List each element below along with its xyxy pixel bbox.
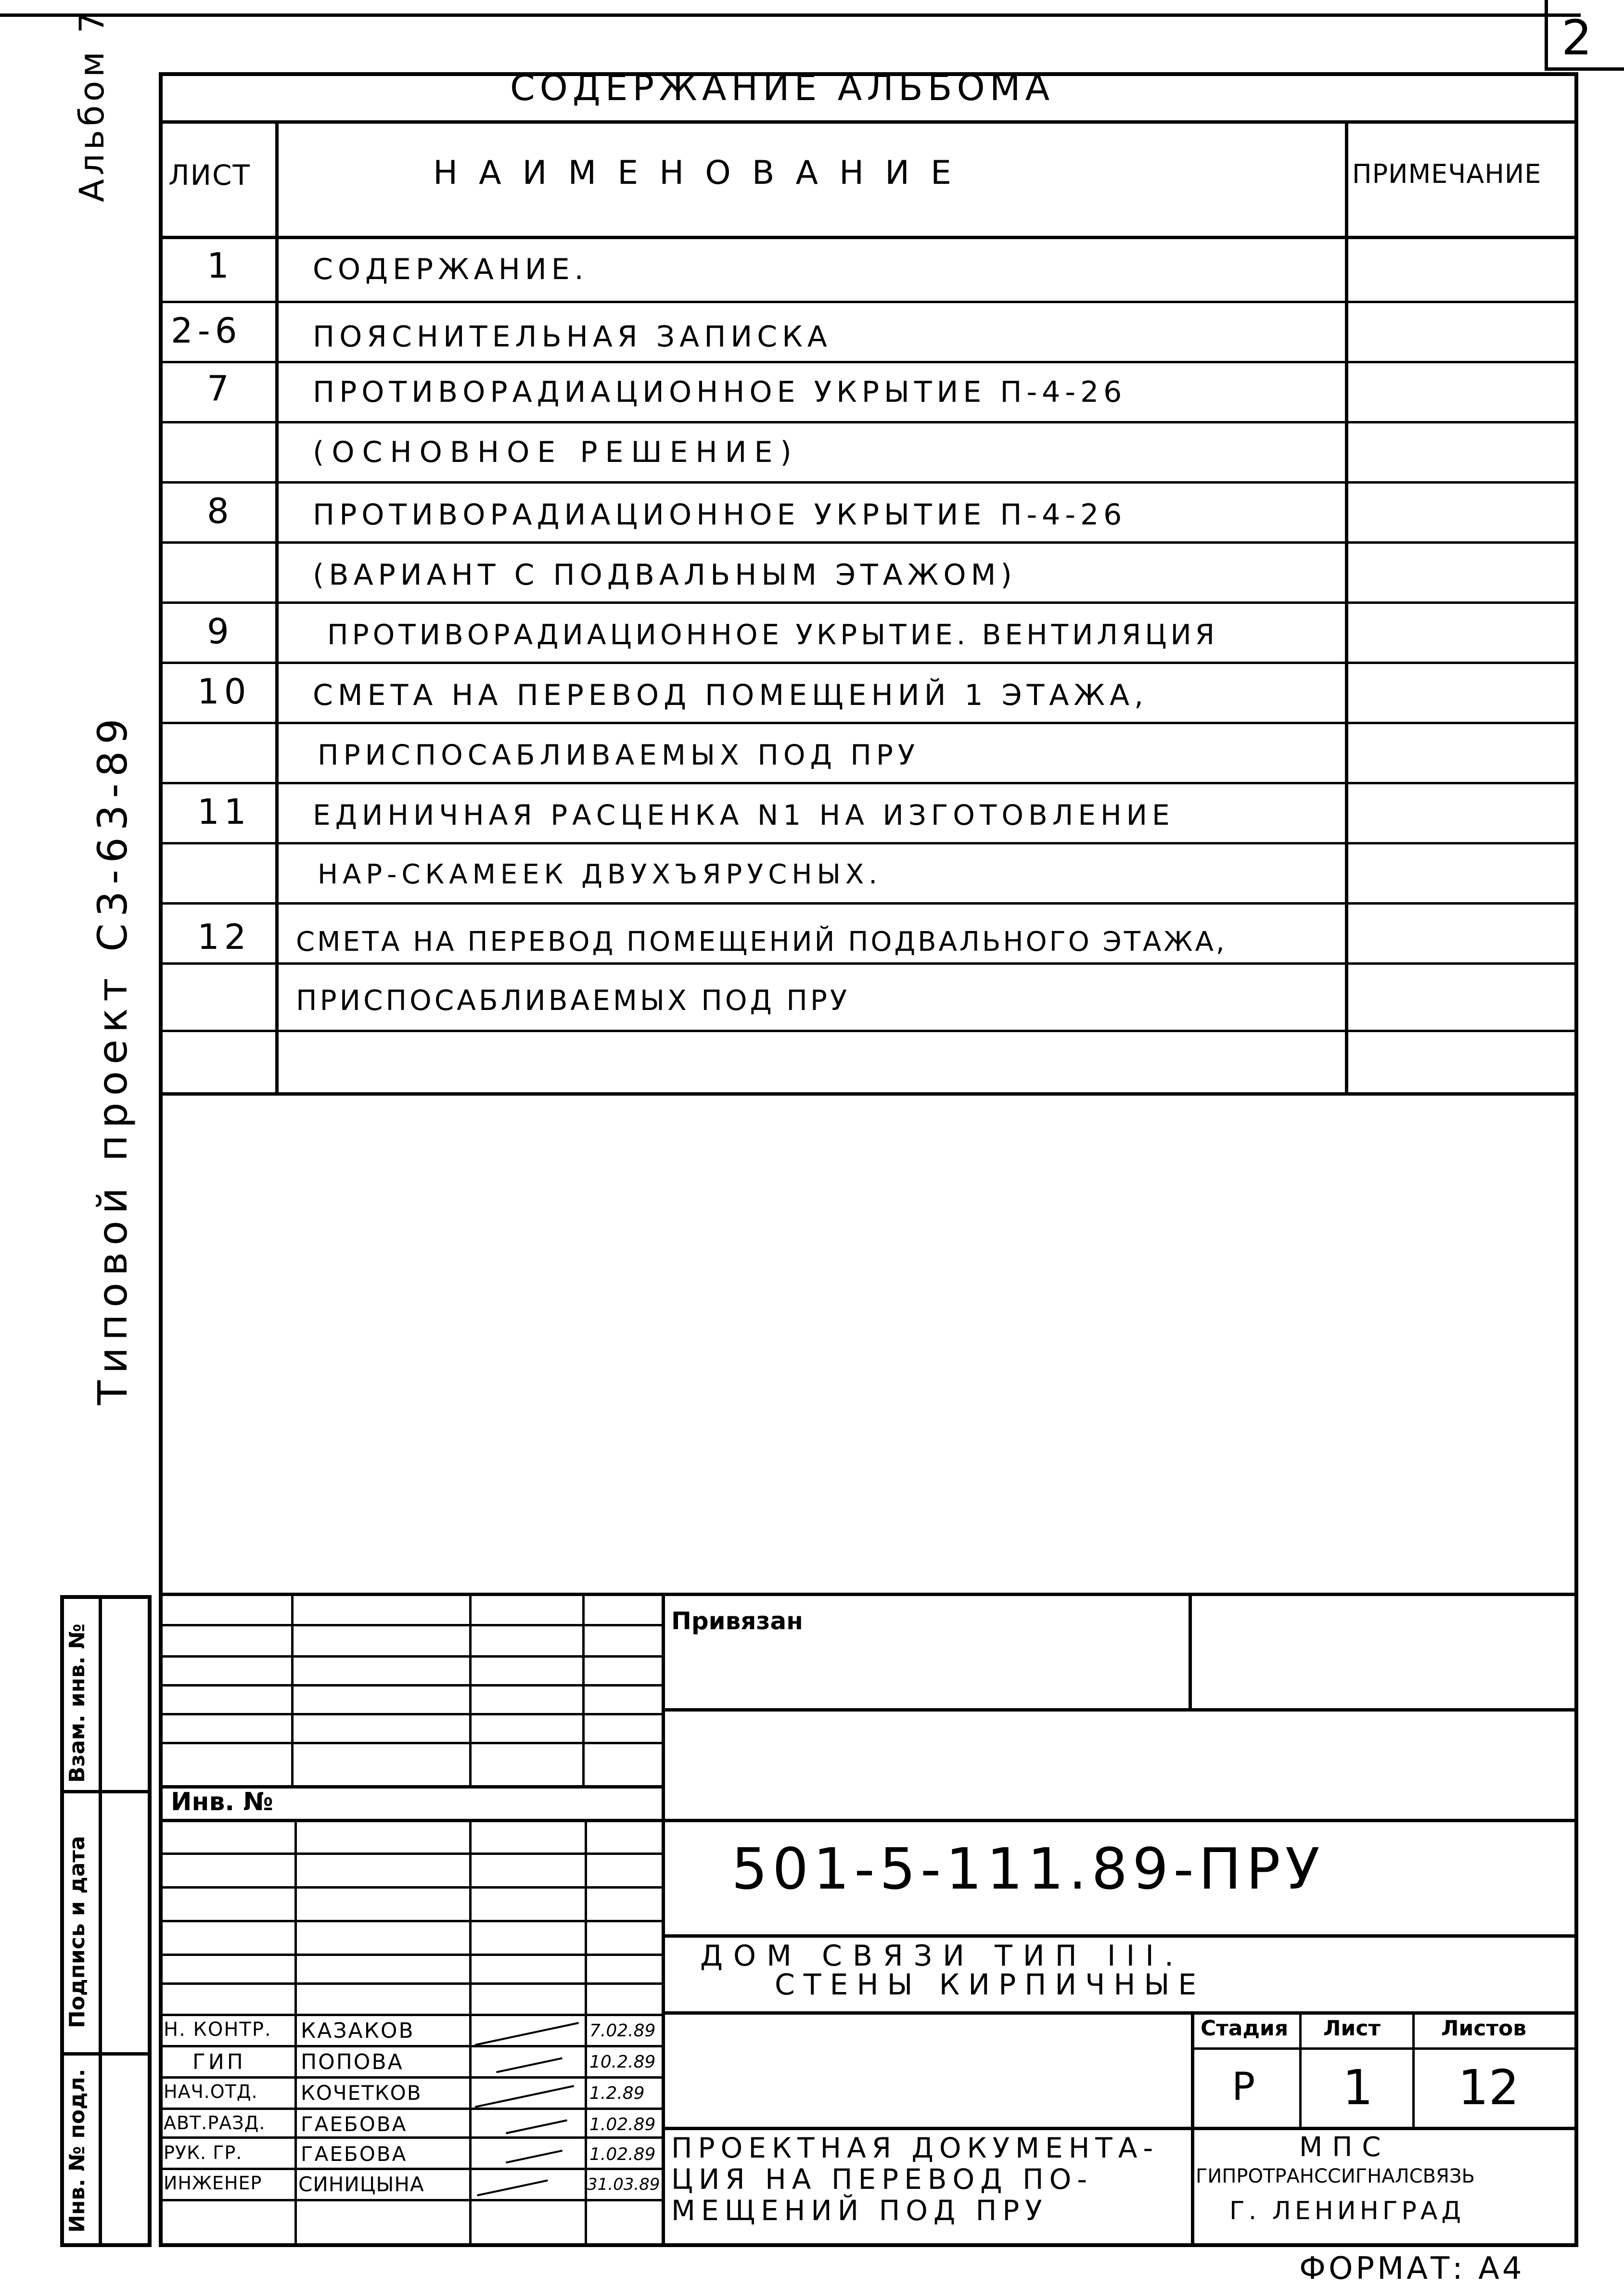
- sheets-divider: [1412, 2011, 1415, 2127]
- privyazan-rule: [662, 1708, 1578, 1712]
- row-name: СМЕТА НА ПЕРЕВОД ПОМЕЩЕНИЙ 1 ЭТАЖА,: [313, 678, 1149, 712]
- person-role: Н. КОНТР.: [164, 2019, 272, 2041]
- row-sheet: 8: [207, 491, 234, 531]
- row-rule: [159, 902, 1578, 905]
- grid-rule: [159, 1684, 664, 1687]
- grid-rule: [159, 1655, 664, 1658]
- object-title-line2: СТЕНЫ КИРПИЧНЫЕ: [775, 1968, 1205, 2002]
- stage-label: Стадия: [1201, 2016, 1289, 2041]
- row-name: ПРОТИВОРАДИАЦИОННОЕ УКРЫТИЕ П-4-26: [313, 498, 1127, 532]
- doc-title-line1: ПРОЕКТНАЯ ДОКУМЕНТА-: [671, 2132, 1159, 2164]
- vzam-inv-label: Взам. инв. №: [65, 1623, 90, 1783]
- person-role: НАЧ.ОТД.: [164, 2081, 258, 2102]
- row-name: (ВАРИАНТ С ПОДВАЛЬНЫМ ЭТАЖОМ): [313, 558, 1017, 592]
- grid-rule: [159, 2045, 664, 2047]
- sheet-top-border: [0, 13, 1581, 17]
- grid-col: [294, 1819, 297, 2247]
- person-name: ПОПОВА: [301, 2050, 404, 2074]
- row-sheet: 12: [197, 917, 251, 957]
- person-role: ИНЖЕНЕР: [164, 2172, 262, 2194]
- row-name: СМЕТА НА ПЕРЕВОД ПОМЕЩЕНИЙ ПОДВАЛЬНОГО ЭТАЖА,: [296, 926, 1227, 958]
- grid-rule: [159, 1853, 664, 1855]
- grid-rule: [159, 2136, 664, 2139]
- left-strip-rule: [60, 2052, 152, 2056]
- sheet-label: Лист: [1323, 2016, 1381, 2041]
- row-name: НАР-СКАМЕЕК ДВУХЪЯРУСНЫХ.: [318, 859, 882, 890]
- person-role: РУК. ГР.: [164, 2142, 243, 2163]
- row-rule: [159, 1030, 1578, 1032]
- row-name: ПРИСПОСАБЛИВАЕМЫХ ПОД ПРУ: [318, 739, 920, 771]
- document-code: 501-5-111.89-ПРУ: [731, 1836, 1325, 1902]
- person-name: СИНИЦЫНА: [298, 2172, 424, 2196]
- inv-podl-label: Инв. № подл.: [65, 2069, 90, 2233]
- row-rule: [159, 722, 1578, 724]
- grid-rule: [159, 2108, 664, 2110]
- stage-bottom-rule: [662, 2127, 1578, 2130]
- format-label: ФОРМАТ: А4: [1299, 2251, 1525, 2287]
- grid-rule: [159, 1624, 664, 1626]
- row-rule: [159, 361, 1578, 363]
- row-rule: [159, 601, 1578, 604]
- sheet-value: 1: [1343, 2059, 1373, 2116]
- contents-title: СОДЕРЖАНИЕ АЛЬБОМА: [510, 67, 1055, 109]
- person-date: 1.02.89: [589, 2145, 656, 2164]
- grid-col: [582, 1593, 585, 1785]
- grid-col: [469, 1593, 472, 1785]
- grid-rule: [159, 1982, 664, 1985]
- sheets-label: Листов: [1441, 2016, 1527, 2041]
- podpis-data-label: Подпись и дата: [65, 1836, 90, 2028]
- row-sheet: 11: [197, 792, 251, 832]
- grid-rule: [159, 2168, 664, 2170]
- row-rule: [159, 541, 1578, 544]
- person-role: ГИП: [192, 2050, 246, 2074]
- contents-col1-divider: [275, 120, 279, 1095]
- row-rule: [159, 421, 1578, 423]
- grid-col: [469, 1819, 472, 2247]
- person-date: 7.02.89: [589, 2021, 656, 2041]
- row-sheet: 9: [207, 611, 234, 652]
- grid-rule: [159, 1954, 664, 1956]
- person-date: 10.2.89: [589, 2052, 656, 2072]
- person-date: 1.02.89: [589, 2115, 656, 2134]
- person-name: КОЧЕТКОВ: [301, 2081, 422, 2105]
- row-name: ПРИСПОСАБЛИВАЕМЫХ ПОД ПРУ: [296, 984, 850, 1017]
- grid-rule: [159, 2076, 664, 2079]
- sheet-divider: [1299, 2011, 1302, 2127]
- row-sheet: 2-6: [171, 310, 242, 351]
- org-line2: ГИПРОТРАНССИГНАЛСВЯЗЬ: [1196, 2165, 1475, 2187]
- object-title-line1: ДОМ СВЯЗИ ТИП III.: [700, 1939, 1184, 1973]
- contents-col2-divider: [1345, 120, 1348, 1095]
- object-rule: [662, 2011, 1578, 2015]
- grid-rule: [159, 1886, 664, 1889]
- page-number: 2: [1561, 10, 1592, 66]
- person-role: АВТ.РАЗД.: [164, 2112, 266, 2134]
- person-date: 31.03.89: [587, 2175, 660, 2194]
- page-number-box-bottom: [1545, 67, 1624, 71]
- row-name: (ОСНОВНОЕ РЕШЕНИЕ): [313, 435, 799, 469]
- code-rule: [662, 1934, 1578, 1938]
- project-side-label: Типовой проект С3-63-89: [89, 712, 136, 1405]
- row-sheet: 10: [197, 671, 251, 712]
- row-sheet: 1: [207, 245, 234, 286]
- doc-title-line3: МЕЩЕНИЙ ПОД ПРУ: [671, 2194, 1048, 2227]
- privyazan-label: Привязан: [671, 1607, 803, 1635]
- row-rule: [159, 842, 1578, 844]
- person-name: ГАЕБОВА: [301, 2112, 408, 2136]
- grid-rule: [159, 1742, 664, 1744]
- row-name: ПРОТИВОРАДИАЦИОННОЕ УКРЫТИЕ. ВЕНТИЛЯЦИЯ: [327, 618, 1219, 651]
- row-name: СОДЕРЖАНИЕ.: [313, 253, 588, 286]
- stage-value: Р: [1232, 2064, 1255, 2109]
- contents-title-rule: [159, 120, 1578, 124]
- org-line3: Г. ЛЕНИНГРАД: [1229, 2197, 1465, 2225]
- grid-rule: [159, 2199, 664, 2201]
- inv-no-rule: [159, 1819, 1578, 1822]
- left-strip-divider: [99, 1595, 102, 2247]
- sheets-value: 12: [1458, 2059, 1520, 2116]
- album-side-label: Альбом 7: [72, 8, 112, 202]
- person-date: 1.2.89: [589, 2083, 645, 2103]
- row-rule: [159, 782, 1578, 784]
- stamp-top-rule: [159, 1593, 1578, 1596]
- row-name: ПРОТИВОРАДИАЦИОННОЕ УКРЫТИЕ П-4-26: [313, 375, 1127, 409]
- grid-col: [291, 1593, 294, 1785]
- grid-rule: [159, 1920, 664, 1922]
- row-sheet: 7: [207, 368, 234, 409]
- privyazan-divider: [1189, 1593, 1192, 1708]
- page-number-box-left: [1545, 0, 1548, 67]
- row-rule: [159, 301, 1578, 303]
- person-name: ГАЕБОВА: [301, 2142, 408, 2166]
- contents-header-rule: [159, 236, 1578, 239]
- row-name: ПОЯСНИТЕЛЬНАЯ ЗАПИСКА: [313, 320, 832, 354]
- row-rule: [159, 481, 1578, 484]
- row-rule: [159, 662, 1578, 664]
- contents-bottom-rule: [159, 1092, 1578, 1096]
- col-header-note: ПРИМЕЧАНИЕ: [1352, 159, 1542, 189]
- inv-no-label: Инв. №: [171, 1788, 273, 1816]
- org-line1: МПС: [1299, 2132, 1391, 2163]
- stage-header-rule: [1191, 2047, 1578, 2050]
- row-rule: [159, 962, 1578, 965]
- person-name: КАЗАКОВ: [301, 2019, 415, 2043]
- doc-title-line2: ЦИЯ НА ПЕРЕВОД ПО-: [671, 2163, 1093, 2196]
- grid-rule: [159, 1713, 664, 1715]
- grid-rule: [159, 2014, 664, 2016]
- left-strip-rule: [60, 1790, 152, 1793]
- col-header-name: НАИМЕНОВАНИЕ: [433, 154, 972, 192]
- row-name: ЕДИНИЧНАЯ РАСЦЕНКА N1 НА ИЗГОТОВЛЕНИЕ: [313, 799, 1175, 831]
- col-header-sheet: ЛИСТ: [168, 159, 251, 192]
